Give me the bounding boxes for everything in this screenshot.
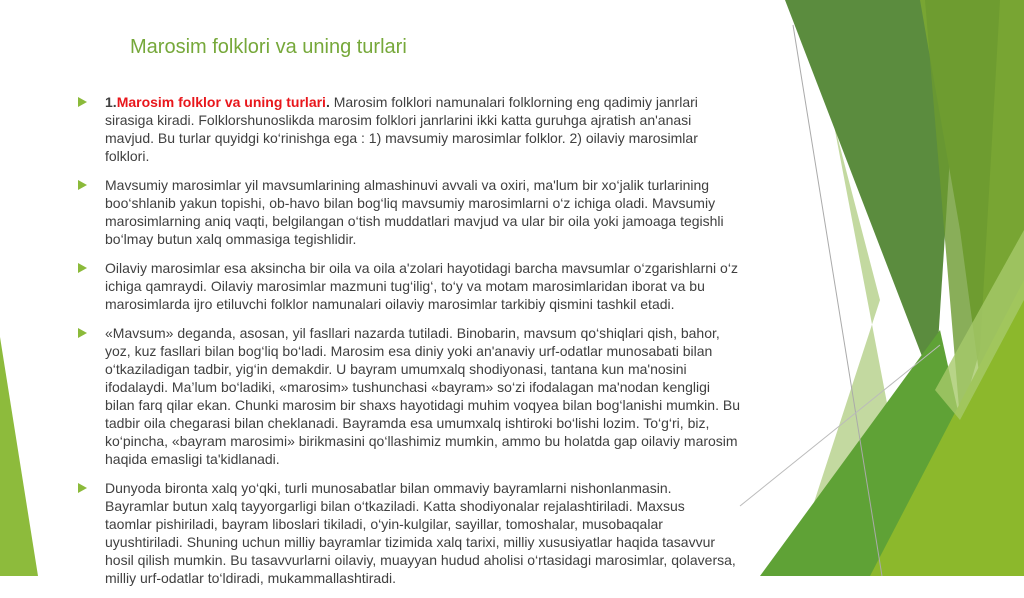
bullet-paragraph (78, 93, 798, 165)
paragraph-line: boo‘shlanib yakun topishi, ob-havo bilan bog‘liq mavsumiy marosimlarni o‘z ichiga oladi. Mavsumiy (105, 195, 716, 211)
heading-rest: Marosim folklori namunalari folklorning eng qadimiy janrlari (329, 94, 698, 110)
paragraph-line: folklori. (105, 148, 150, 164)
bullet-paragraph (78, 324, 798, 468)
heading-end: . (325, 94, 330, 110)
paragraph-line: sirasiga kiradi. Folklorshunoslikda marosim folklori janrlarini ikki katta guruhga ajratish an'anasi (105, 112, 692, 128)
paragraph-line: hosil qilish mumkin. Bu tasavvurlarni oilaviy, muayyan hudud aholisi o‘rtasidagi marosimlar, qolaversa, (105, 552, 736, 568)
paragraph-line: milliy urf-odatlar to‘ldiradi, mukammallashtiradi. (105, 570, 396, 586)
heading-highlight: Marosim folklor va uning turlari (116, 94, 326, 110)
bullet-paragraph (78, 259, 798, 313)
slide-body (78, 93, 798, 598)
paragraph-line: Oilaviy marosimlar esa aksincha bir oila va oila a'zolari hayotidagi barcha mavsumlar o‘zgarishlarni o‘z (105, 260, 738, 276)
paragraph-line: Bayramlar butun xalq tayyorgarligi bilan o‘tkaziladi. Katta shodiyonalar rejalashtiriladi. Maxsus (105, 498, 685, 514)
paragraph-line (105, 93, 798, 111)
paragraph-line: marosimlarning aniq vaqti, belgilangan o‘tish muddatlari mavjud va ular bir oila yoki jamoaga tegishli (105, 213, 724, 229)
paragraph-line: Dunyoda bironta xalq yo‘qki, turli munosabatlar bilan ommaviy bayramlarni nishonlanmasin. (105, 480, 672, 496)
paragraph-line: «Mavsum» deganda, asosan, yil fasllari nazarda tutiladi. Binobarin, mavsum qo‘shiqlari qish, bahor, (105, 325, 720, 341)
triangle-right-icon (78, 263, 87, 273)
paragraph-line: bo‘lmay butun xalq ommasiga tegishlidir. (105, 231, 357, 247)
paragraph-line: ichiga qamraydi. Oilaviy marosimlar mazmuni tug‘ilig‘, to‘y va motam marosimlaridan iborat va bu (105, 278, 705, 294)
triangle-right-icon (78, 97, 87, 107)
bullet-paragraph (78, 479, 798, 587)
paragraph-line: haqida emasligi ta'kidlanadi. (105, 451, 280, 467)
paragraph-line: tadbir oila chegarasi bilan cheklanadi. Bayramda esa umumxalq ishtiroki bo‘lishi lozim. To‘g‘ri, biz, (105, 415, 710, 431)
paragraph-line: Mavsumiy marosimlar yil mavsumlarining almashinuvi avvali va oxiri, ma'lum bir xo‘jalik turlarining (105, 177, 710, 193)
paragraph-line: o‘tkaziladigan tadbir, yig‘in demakdir. U bayram umumxalq shodiyonasi, tantana kun ma'nosini (105, 361, 687, 377)
heading-number: 1. (105, 94, 117, 110)
bullet-paragraph (78, 176, 798, 248)
paragraph-line: mavjud. Bu turlar quyidgi ko‘rinishga ega : 1) mavsumiy marosimlar folklor. 2) oilaviy marosimlar (105, 130, 698, 146)
paragraph-line: taomlar pishiriladi, bayram liboslari tikiladi, o‘yin-kulgilar, sayillar, tomoshalar, musobaqalar (105, 516, 663, 532)
triangle-right-icon (78, 483, 87, 493)
paragraph-line: bilan farq qilar ekan. Chunki marosim bir shaxs hayotidagi muhim voqyea bilan bog‘lanishi mumkin. Bu (105, 397, 740, 413)
slide-title: Marosim folklori va uning turlari (130, 36, 407, 58)
triangle-right-icon (78, 328, 87, 338)
triangle-right-icon (78, 180, 87, 190)
paragraph-line: marosimlarda ijro etiluvchi folklor namunalari oilaviy marosimlar tarkibiy qismini tashkil etadi. (105, 296, 675, 312)
paragraph-line: yoz, kuz fasllari bilan bog‘liq bo‘ladi. Marosim esa diniy yoki an'anaviy urf-odatlar munosabati bilan (105, 343, 713, 359)
paragraph-line: ifodalaydi. Ma’lum bo‘ladiki, «marosim» tushunchasi «bayram» so‘zi ifodalagan ma'nodan kengligi (105, 379, 711, 395)
paragraph-line: ko‘pincha, «bayram marosimi» birikmasini qo‘llashimiz mumkin, ammo bu holatda gap oilaviy marosim (105, 433, 738, 449)
left-green-shape (0, 337, 38, 576)
paragraph-line: uyushtiriladi. Shuning uchun milliy bayramlar tizimida xalq tarixi, milliy xususiyatlar haqida tasavvur (105, 534, 716, 550)
